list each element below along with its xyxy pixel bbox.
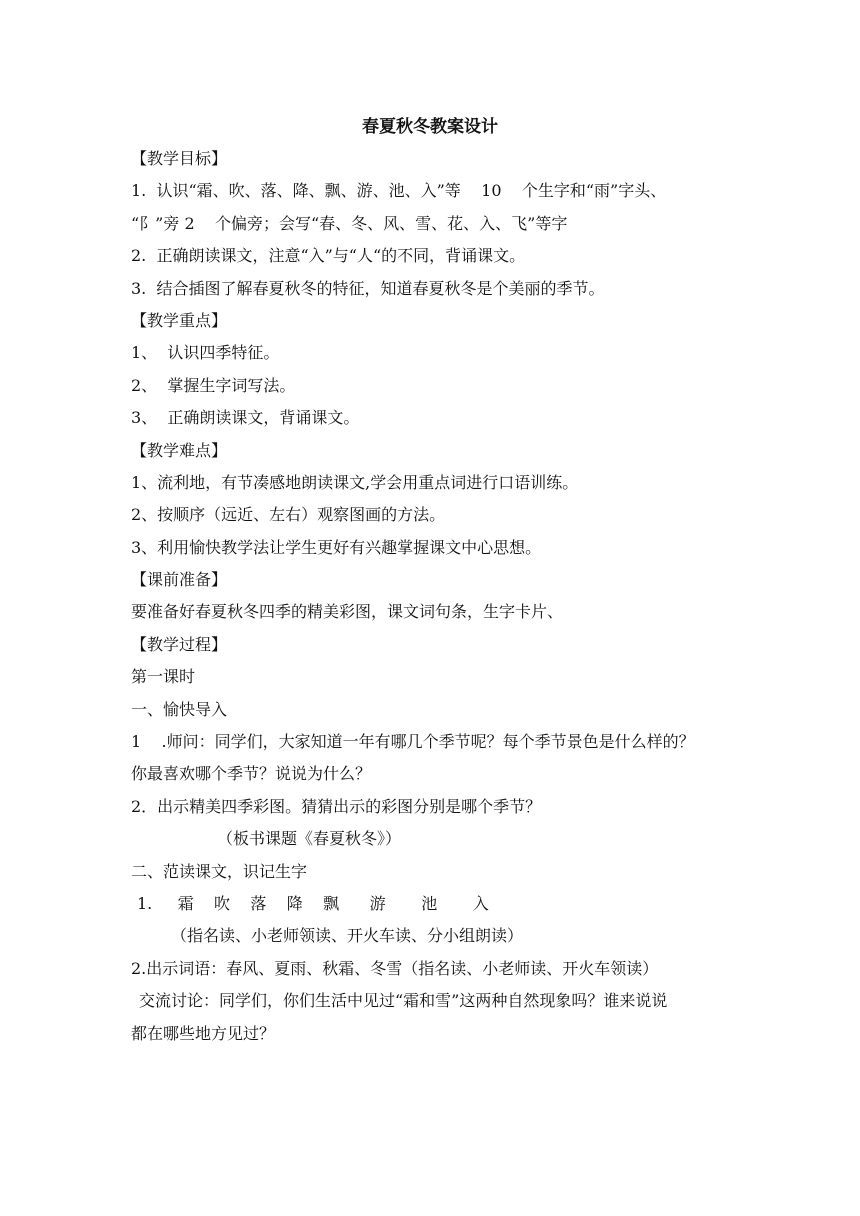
section-heading-difficulties: 【教学难点】 bbox=[131, 440, 228, 460]
step-two-item-2: 2.出示词语：春风、夏雨、秋霜、冬雪（指名读、小老师读、开火车领读） bbox=[131, 958, 659, 978]
document-body bbox=[131, 143, 731, 1050]
preparation-text: 要准备好春夏秋冬四季的精美彩图，课文词句条，生字卡片、 bbox=[131, 602, 564, 622]
difficulty-2: 2、按顺序（远近、左右）观察图画的方法。 bbox=[131, 505, 446, 525]
section-heading-preparation: 【课前准备】 bbox=[131, 570, 228, 590]
section-heading-process: 【教学过程】 bbox=[131, 634, 228, 654]
objective-2: 2. 正确朗读课文，注意“入”与“人“的不同，背诵课文。 bbox=[131, 246, 526, 266]
objective-3: 3. 结合插图了解春夏秋冬的特征，知道春夏秋冬是个美丽的季节。 bbox=[131, 278, 605, 298]
section-heading-objectives: 【教学目标】 bbox=[131, 149, 228, 168]
difficulty-1: 1、流利地，有节凑感地朗读课文,学会用重点词进行口语训练。 bbox=[131, 472, 579, 492]
lesson-one-heading: 第一课时 bbox=[131, 667, 196, 687]
key-point-3: 3、 正确朗读课文，背诵课文。 bbox=[131, 408, 360, 428]
step-one-item-1-line-1: 1 .师问：同学们，大家知道一年有哪几个季节呢？每个季节景色是什么样的？ bbox=[131, 732, 695, 752]
discussion-line-2: 都在哪些地方见过？ bbox=[131, 1023, 276, 1043]
key-point-1: 1、 认识四季特征。 bbox=[131, 343, 280, 363]
objective-1-line-1: 1. 认识“霜、吹、落、降、飘、游、池、入”等 10 个生字和“雨”字头、 bbox=[131, 181, 667, 201]
difficulty-3: 3、利用愉快教学法让学生更好有兴趣掌握课文中心思想。 bbox=[131, 537, 542, 557]
step-one-heading: 一、愉快导入 bbox=[131, 699, 228, 719]
reading-methods-note: （指名读、小老师领读、开火车读、分小组朗读） bbox=[171, 926, 524, 946]
step-two-heading: 二、范读课文，识记生字 bbox=[131, 861, 308, 881]
step-one-item-2: 2．出示精美四季彩图。猜猜出示的彩图分别是哪个季节？ bbox=[131, 796, 542, 816]
discussion-line-1: 交流讨论：同学们，你们生活中见过“霜和雪”这两种自然现象吗？谁来说说 bbox=[139, 991, 668, 1011]
key-point-2: 2、 掌握生字词写法。 bbox=[131, 375, 296, 395]
section-heading-key-points: 【教学重点】 bbox=[131, 310, 228, 330]
board-title-note: （板书课题《春夏秋冬》） bbox=[217, 829, 402, 849]
objective-1-line-2: “阝”旁 2 个偏旁；会写“春、冬、风、雪、花、入、飞”等字 bbox=[131, 213, 568, 233]
document-title: 春夏秋冬教案设计 bbox=[362, 117, 498, 137]
new-characters-list: 1. 霜 吹 落 降 飘 游 池 入 bbox=[137, 893, 489, 913]
step-one-item-1-line-2: 你最喜欢哪个季节？说说为什么？ bbox=[131, 764, 372, 784]
